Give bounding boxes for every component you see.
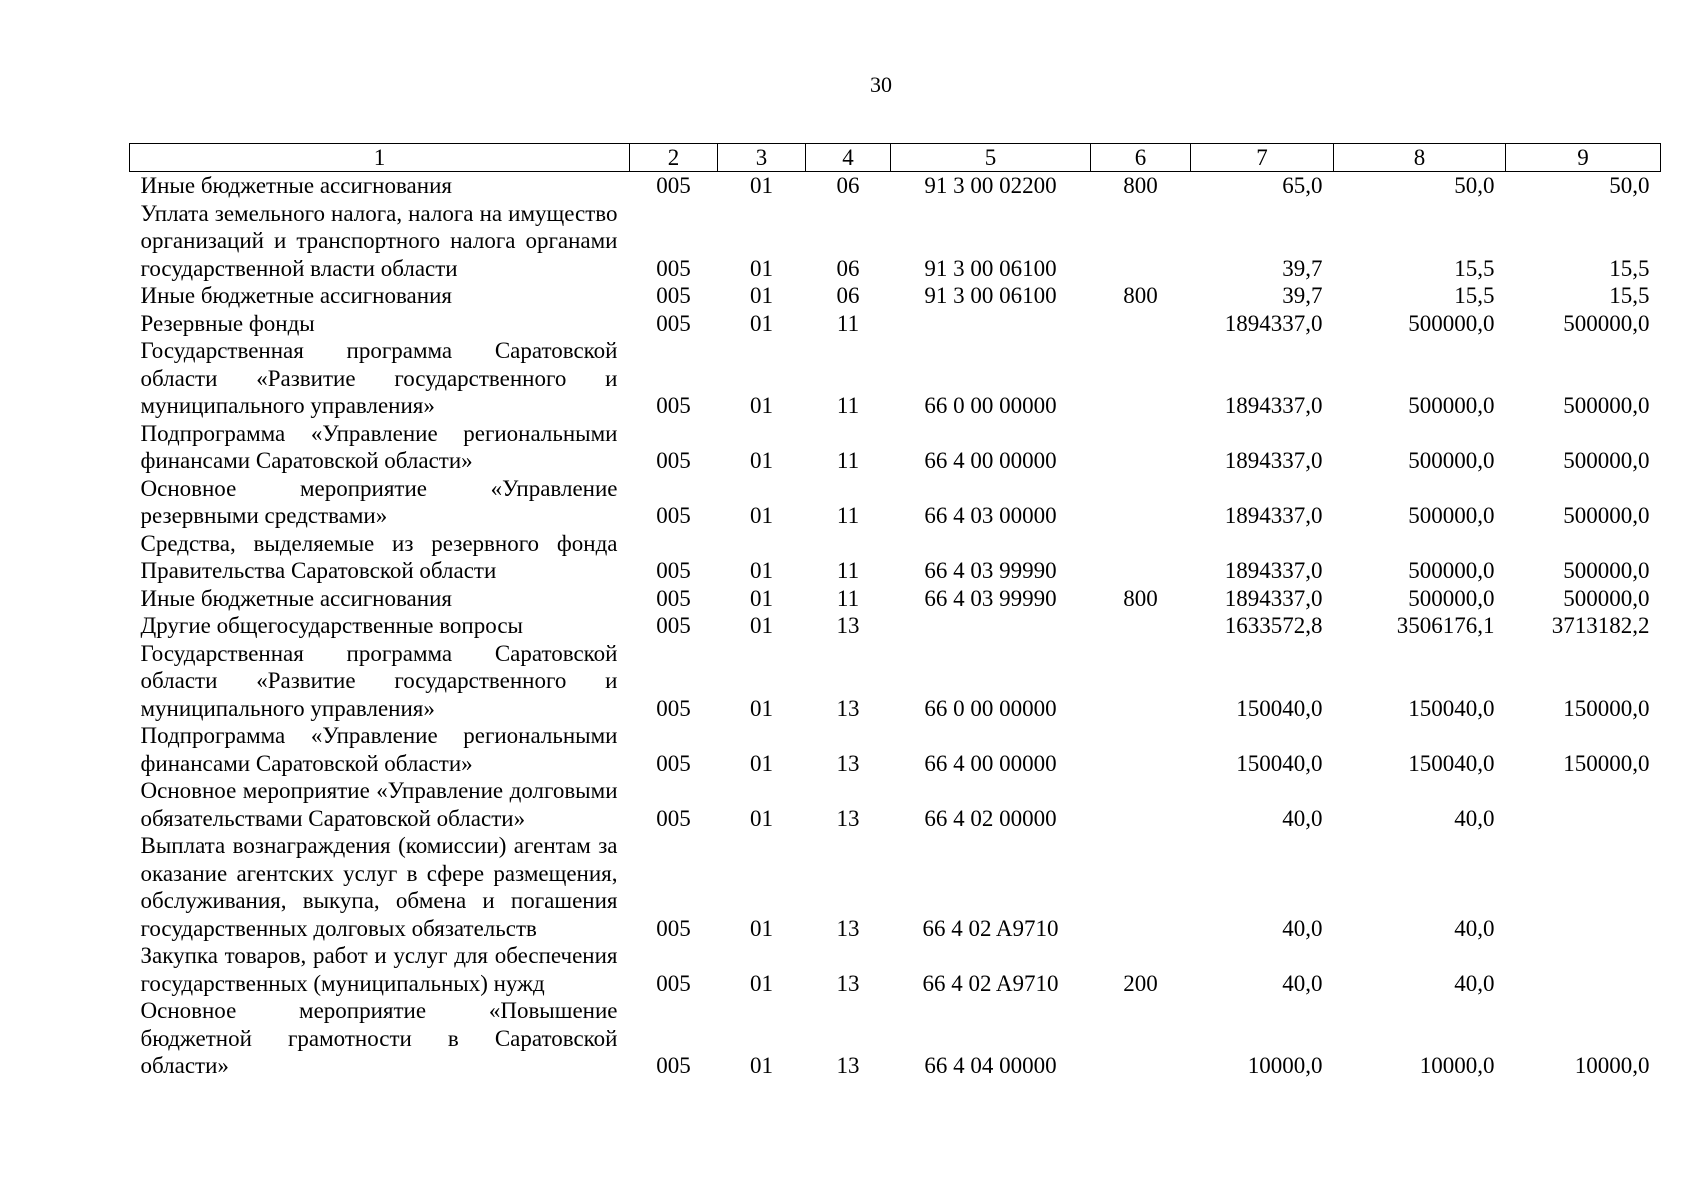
row-cell-col-9: 150000,0: [1563, 695, 1650, 721]
row-cell-col-7: 40,0: [1282, 970, 1323, 996]
row-cell-col-7: 40,0: [1282, 805, 1323, 831]
table-row: [130, 200, 1661, 283]
row-cell-col-9: 500000,0: [1563, 503, 1650, 528]
row-cell-col-9: 50,0: [1609, 173, 1650, 198]
row-cell-col-2: 005: [656, 805, 691, 831]
row-cell-col-6: 800: [1123, 173, 1158, 198]
row-cell-col-5: 91 3 00 06100: [924, 255, 1057, 281]
row-cell-col-3: 01: [750, 750, 773, 776]
row-cell-col-6: 800: [1123, 283, 1158, 308]
row-cell-col-7: 65,0: [1282, 173, 1323, 198]
row-cell-col-4: 11: [836, 558, 860, 583]
row-cell-col-5: 66 4 00 00000: [924, 750, 1057, 776]
row-cell-col-4: 13: [836, 970, 860, 996]
table-row: [130, 997, 1661, 1080]
row-cell-col-2: 005: [656, 255, 691, 281]
row-description: Резервные фонды: [140, 310, 315, 336]
row-cell-col-9: [1506, 832, 1661, 942]
row-description: Основное мероприятие «Повышение бюджетной грамотности в Саратовской области»: [140, 998, 618, 1078]
row-description: Другие общегосударственные вопросы: [140, 613, 523, 638]
row-cell-col-6: [1091, 612, 1191, 640]
row-cell-col-6: [1091, 475, 1191, 530]
row-cell-col-5: 66 4 03 99990: [924, 558, 1057, 583]
row-cell-col-5: 91 3 00 06100: [924, 283, 1057, 308]
row-cell-col-4: 06: [836, 173, 860, 198]
row-cell-col-7: 1894337,0: [1224, 503, 1323, 528]
row-description: Иные бюджетные ассигнования: [140, 585, 452, 611]
row-cell-col-5: 66 4 02 A9710: [922, 970, 1059, 996]
row-cell-col-2: 005: [656, 393, 691, 418]
row-description: Иные бюджетные ассигнования: [140, 173, 452, 198]
row-cell-col-3: 01: [750, 255, 773, 281]
row-cell-col-7: 40,0: [1282, 915, 1323, 941]
row-cell-col-3: 01: [750, 915, 773, 941]
row-cell-col-6: [1091, 722, 1191, 777]
row-description: Государственная программа Саратовской области «Развитие государственного и муниципального управления»: [140, 338, 618, 418]
column-header-2: 2: [630, 144, 718, 172]
row-cell-col-9: 15,5: [1609, 283, 1650, 308]
row-cell-col-4: 11: [836, 393, 860, 418]
row-cell-col-9: 500000,0: [1563, 585, 1650, 611]
row-cell-col-5: 66 0 00 00000: [924, 393, 1057, 418]
row-cell-col-8: 500000,0: [1408, 310, 1495, 336]
row-cell-col-7: 1894337,0: [1224, 310, 1323, 336]
page-number: 30: [870, 72, 892, 97]
row-cell-col-4: 11: [836, 503, 860, 528]
column-header-9: 9: [1506, 144, 1661, 172]
row-cell-col-4: 06: [836, 283, 860, 308]
row-cell-col-4: 11: [836, 448, 860, 473]
table-row: [130, 832, 1661, 942]
row-cell-col-5: [891, 310, 1091, 338]
table-row: [130, 530, 1661, 585]
table-row: [130, 777, 1661, 832]
row-cell-col-3: 01: [750, 585, 773, 611]
row-cell-col-2: 005: [656, 695, 691, 721]
table-row: [130, 640, 1661, 723]
row-cell-col-6: [1091, 420, 1191, 475]
row-cell-col-2: 005: [656, 915, 691, 941]
table-row: [130, 310, 1661, 338]
row-cell-col-3: 01: [750, 393, 773, 418]
row-description: Выплата вознаграждения (комиссии) агентам за оказание агентских услуг в сфере размещения, обслуживания, выкупа, обмена и погашения государственных долговых обязательств: [140, 833, 618, 941]
row-cell-col-4: 11: [836, 585, 860, 611]
row-cell-col-3: 01: [750, 970, 773, 996]
row-cell-col-2: 005: [656, 448, 691, 473]
row-cell-col-9: 15,5: [1609, 255, 1650, 281]
row-cell-col-2: 005: [656, 750, 691, 776]
table-row: [130, 585, 1661, 613]
row-cell-col-8: 500000,0: [1408, 585, 1495, 611]
row-cell-col-3: 01: [750, 558, 773, 583]
row-cell-col-9: 500000,0: [1563, 310, 1650, 336]
row-cell-col-9: 3713182,2: [1551, 613, 1650, 638]
row-cell-col-3: 01: [750, 173, 773, 198]
row-cell-col-2: 005: [656, 1053, 691, 1078]
row-cell-col-4: 13: [836, 613, 860, 638]
column-header-4: 4: [806, 144, 891, 172]
row-cell-col-5: 66 4 03 99990: [924, 585, 1057, 611]
row-description: Иные бюджетные ассигнования: [140, 283, 452, 308]
row-cell-col-9: 500000,0: [1563, 448, 1650, 473]
row-cell-col-2: 005: [656, 613, 691, 638]
row-cell-col-4: 13: [836, 1053, 860, 1078]
row-cell-col-8: 500000,0: [1408, 558, 1495, 583]
row-cell-col-7: 150040,0: [1236, 750, 1323, 776]
table-row: [130, 420, 1661, 475]
row-cell-col-7: 1894337,0: [1224, 448, 1323, 473]
column-header-5: 5: [891, 144, 1091, 172]
budget-table: [129, 143, 1661, 1080]
row-description: Подпрограмма «Управление региональными финансами Саратовской области»: [140, 420, 618, 473]
row-description: Основное мероприятие «Управление резервными средствами»: [140, 475, 618, 528]
row-cell-col-2: 005: [656, 310, 691, 336]
table-header-row: [130, 144, 1661, 172]
table-row: [130, 337, 1661, 420]
row-cell-col-5: 66 4 00 00000: [924, 448, 1057, 473]
row-cell-col-6: [1091, 832, 1191, 942]
row-cell-col-7: 1894337,0: [1224, 393, 1323, 418]
row-cell-col-2: 005: [656, 585, 691, 611]
row-cell-col-5: 66 4 02 00000: [924, 805, 1057, 831]
table-row: [130, 942, 1661, 997]
table-row: [130, 612, 1661, 640]
row-cell-col-2: 005: [656, 173, 691, 198]
row-cell-col-2: 005: [656, 558, 691, 583]
row-cell-col-7: 1633572,8: [1224, 613, 1323, 638]
row-cell-col-8: 500000,0: [1408, 393, 1495, 418]
row-cell-col-3: 01: [750, 448, 773, 473]
row-cell-col-5: 66 4 04 00000: [924, 1053, 1057, 1078]
row-cell-col-9: 500000,0: [1563, 558, 1650, 583]
table-row: [130, 722, 1661, 777]
table-row: [130, 282, 1661, 310]
row-cell-col-8: 15,5: [1454, 283, 1495, 308]
row-cell-col-4: 11: [836, 310, 860, 336]
row-cell-col-6: [1091, 640, 1191, 723]
table-body: [130, 172, 1661, 1080]
row-cell-col-7: 39,7: [1282, 255, 1323, 281]
row-cell-col-5: 66 0 00 00000: [924, 695, 1057, 721]
row-cell-col-8: 500000,0: [1408, 503, 1495, 528]
row-cell-col-3: 01: [750, 310, 773, 336]
row-cell-col-7: 150040,0: [1236, 695, 1323, 721]
row-cell-col-4: 13: [836, 915, 860, 941]
row-cell-col-6: [1091, 337, 1191, 420]
row-cell-col-8: 150040,0: [1408, 695, 1495, 721]
row-cell-col-7: 39,7: [1282, 283, 1323, 308]
row-cell-col-3: 01: [750, 695, 773, 721]
row-cell-col-7: 1894337,0: [1224, 585, 1323, 611]
column-header-6: 6: [1091, 144, 1191, 172]
column-header-1: 1: [130, 144, 630, 172]
row-cell-col-6: [1091, 310, 1191, 338]
row-cell-col-5: 66 4 02 A9710: [922, 915, 1059, 941]
row-cell-col-5: [891, 612, 1091, 640]
row-cell-col-2: 005: [656, 970, 691, 996]
row-cell-col-8: 50,0: [1454, 173, 1495, 198]
row-cell-col-8: 15,5: [1454, 255, 1495, 281]
row-cell-col-5: 66 4 03 00000: [924, 503, 1057, 528]
row-cell-col-2: 005: [656, 503, 691, 528]
row-cell-col-7: 1894337,0: [1224, 558, 1323, 583]
column-header-3: 3: [718, 144, 806, 172]
row-cell-col-8: 3506176,1: [1396, 613, 1495, 638]
row-cell-col-3: 01: [750, 503, 773, 528]
row-cell-col-4: 13: [836, 750, 860, 776]
row-cell-col-9: 500000,0: [1563, 393, 1650, 418]
row-cell-col-4: 13: [836, 805, 860, 831]
row-cell-col-6: [1091, 530, 1191, 585]
row-cell-col-3: 01: [750, 805, 773, 831]
column-header-8: 8: [1334, 144, 1506, 172]
row-cell-col-8: 40,0: [1454, 915, 1495, 941]
row-description: Уплата земельного налога, налога на имущество организаций и транспортного налога органами государственной власти области: [140, 200, 618, 281]
row-cell-col-3: 01: [750, 613, 773, 638]
row-cell-col-8: 150040,0: [1408, 750, 1495, 776]
row-cell-col-9: [1506, 942, 1661, 997]
row-cell-col-6: 800: [1123, 585, 1158, 611]
row-description: Средства, выделяемые из резервного фонда Правительства Саратовской области: [140, 530, 618, 583]
row-cell-col-3: 01: [750, 1053, 773, 1078]
row-cell-col-6: 200: [1123, 970, 1158, 996]
table-row: [130, 475, 1661, 530]
row-description: Подпрограмма «Управление региональными финансами Саратовской области»: [140, 723, 618, 776]
row-description: Закупка товаров, работ и услуг для обеспечения государственных (муниципальных) нужд: [140, 943, 618, 996]
row-cell-col-4: 06: [836, 255, 860, 281]
row-cell-col-6: [1091, 777, 1191, 832]
row-cell-col-8: 500000,0: [1408, 448, 1495, 473]
row-cell-col-4: 13: [836, 695, 860, 721]
row-cell-col-8: 40,0: [1454, 805, 1495, 831]
row-description: Основное мероприятие «Управление долговыми обязательствами Саратовской области»: [140, 778, 618, 831]
row-cell-col-6: [1091, 200, 1191, 283]
row-description: Государственная программа Саратовской области «Развитие государственного и муниципального управления»: [140, 640, 618, 721]
row-cell-col-3: 01: [750, 283, 773, 308]
row-cell-col-8: 10000,0: [1419, 1053, 1495, 1078]
table-row: [130, 172, 1661, 200]
column-header-7: 7: [1191, 144, 1334, 172]
row-cell-col-7: 10000,0: [1247, 1053, 1323, 1078]
row-cell-col-9: 10000,0: [1574, 1053, 1650, 1078]
row-cell-col-9: [1506, 777, 1661, 832]
row-cell-col-8: 40,0: [1454, 970, 1495, 996]
row-cell-col-5: 91 3 00 02200: [924, 173, 1057, 198]
row-cell-col-9: 150000,0: [1563, 750, 1650, 776]
row-cell-col-6: [1091, 997, 1191, 1080]
row-cell-col-2: 005: [656, 283, 691, 308]
